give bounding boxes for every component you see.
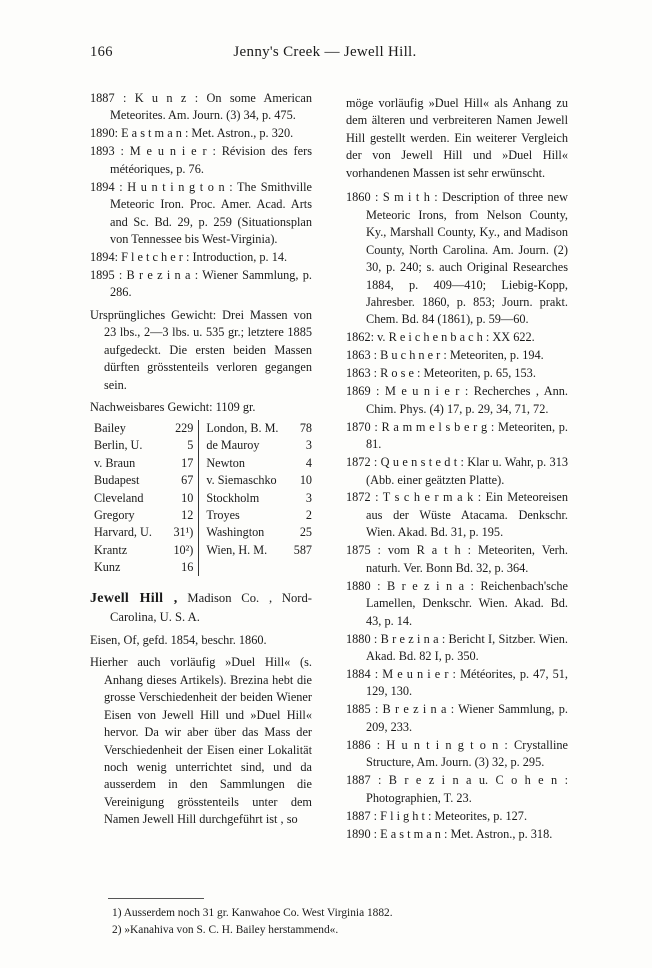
collection-weight: 587 <box>293 542 312 557</box>
table-row <box>90 541 312 558</box>
collection-name: v. Braun <box>94 455 136 470</box>
reference-entry: 1863 : B u c h n e r : Meteoriten, p. 194. <box>346 348 544 363</box>
reference-entry: 1869 : M e u n i e r : Recherches , Ann. Chim. Phys. (4) 17, p. 29, 34, 71, 72. <box>346 384 568 416</box>
collection-weight: 5 <box>187 438 194 453</box>
collection-weight: 25 <box>299 525 312 540</box>
collection-weight: 16 <box>181 560 194 575</box>
reference-entry: 1887 : K u n z : On some American Meteorites. Am. Journ. (3) 34, p. 475. <box>90 91 312 123</box>
page-header <box>90 44 560 66</box>
table-row <box>90 454 312 471</box>
collection-name: Wien, H. M. <box>199 541 284 558</box>
collection-name: Budapest <box>94 473 140 488</box>
collection-weight: 31¹) <box>173 525 194 540</box>
reference-entry: 1894: F l e t c h e r : Introduction, p. 14. <box>90 250 288 265</box>
locality-heading <box>90 589 312 627</box>
collection-name: Bailey <box>94 421 126 436</box>
table-row <box>90 420 312 437</box>
locality-name: Jewell Hill , <box>90 591 178 607</box>
left-column <box>90 90 312 829</box>
table-row <box>90 524 312 541</box>
reference-entry: 1870 : R a m m e l s b e r g : Meteoriten, p. 81. <box>346 419 568 452</box>
collection-name: Stockholm <box>199 489 284 506</box>
collection-weight: 3 <box>305 438 312 453</box>
collection-weight: 4 <box>305 455 312 470</box>
locality-classification: Eisen, Of, gefd. 1854, beschr. 1860. <box>90 632 267 647</box>
footnote-item: 2) »Kanahiva von S. C. H. Bailey herstammend«. <box>112 924 339 937</box>
collection-weight: 78 <box>299 421 312 436</box>
collection-name: Washington <box>199 524 284 541</box>
reference-entry: 1880 : B r e z i n a : Reichenbach'sche Lamellen, Denkschr. Wien. Akad. Bd. 43, p. 14. <box>346 578 568 628</box>
reference-entry: 1890: E a s t m a n : Met. Astron., p. 320. <box>90 126 294 141</box>
text-columns <box>90 90 568 890</box>
original-weight-paragraph: Ursprüngliches Gewicht: Drei Massen von 23 lbs., 2—3 lbs. u. 535 gr.; letztere 1885 aufgedeckt. Die ersten beiden Massen dürften grösstenteils verloren gegangen sein. <box>90 307 312 392</box>
reference-entry: 1863 : R o s e : Meteoriten, p. 65, 153. <box>346 366 536 381</box>
footnote-rule <box>108 898 204 899</box>
reference-entry: 1885 : B r e z i n a : Wiener Sammlung, p. 209, 233. <box>346 702 568 734</box>
reference-entry: 1886 : H u n t i n g t o n : Crystalline Structure, Am. Journ. (3) 32, p. 295. <box>346 737 568 770</box>
collection-weight: 12 <box>181 507 194 522</box>
footnote-item: 1) Ausserdem noch 31 gr. Kanwahoe Co. West Virginia 1882. <box>112 907 393 919</box>
reference-entry: 1872 : Q u e n s t e d t : Klar u. Wahr, p. 313 (Abb. einer geätzten Platte). <box>346 455 568 487</box>
collection-weight: 229 <box>175 421 194 436</box>
collection-name: London, B. M. <box>199 420 284 437</box>
table-row <box>90 507 312 524</box>
collection-name: Troyes <box>199 507 284 524</box>
collection-weight: 2 <box>305 507 312 522</box>
collection-weight: 10 <box>299 473 312 488</box>
reference-entry: 1887 : B r e z i n a u. C o h e n : Photographien, T. 23. <box>346 773 568 805</box>
collection-weight: 10 <box>181 490 194 505</box>
table-row <box>90 559 312 576</box>
right-column <box>346 90 568 844</box>
reference-entry: 1862: v. R e i c h e n b a c h : XX 622. <box>346 330 535 345</box>
collection-name: Cleveland <box>94 490 144 505</box>
weights-table <box>90 420 312 576</box>
reference-entry: 1884 : M e u n i e r : Météorites, p. 47, 51, 129, 130. <box>346 667 568 699</box>
table-row <box>90 437 312 454</box>
collection-name: de Mauroy <box>199 437 284 454</box>
reference-entry: 1872 : T s c h e r m a k : Ein Meteoreisen aus der Wüste Atacama. Denkschr. Wien. Akad. Bd. 31, p. 195. <box>346 490 568 540</box>
collection-name: Harvard, U. <box>94 525 152 540</box>
continuation-paragraph: möge vorläufig »Duel Hill« als Anhang zu dem älteren und verbreiteren Namen Jewell Hill gestellt werden. Ein weiterer Vergleich der von Jewell Hill und »Duel Hill« vorhandenen Massen ist sehr erwünscht. <box>346 96 568 180</box>
collection-name: Berlin, U. <box>94 438 143 453</box>
table-row <box>90 489 312 506</box>
reference-entry: 1890 : E a s t m a n : Met. Astron., p. 318. <box>346 826 553 841</box>
collection-name <box>199 559 284 576</box>
reference-entry: 1880 : B r e z i n a : Bericht I, Sitzber. Wien. Akad. Bd. 82 I, p. 350. <box>346 631 568 664</box>
table-row <box>90 472 312 489</box>
running-title: Jenny's Creek — Jewell Hill. <box>233 44 417 60</box>
collection-name: Gregory <box>94 507 135 522</box>
collection-name: Krantz <box>94 542 128 557</box>
reference-entry: 1875 : vom R a t h : Meteoriten, Verh. naturh. Ver. Bonn Bd. 32, p. 364. <box>346 543 568 575</box>
collection-weight: 3 <box>305 490 312 505</box>
reference-entry: 1894 : H u n t i n g t o n : The Smithville Meteoric Iron. Proc. Amer. Acad. Arts and Sc. Bd. 29, p. 259 (Situationsplan von Tennessee bis West-Virginia). <box>90 179 312 247</box>
collection-weight <box>284 559 312 576</box>
provable-weight-line: Nachweisbares Gewicht: 1109 gr. <box>90 400 256 415</box>
collection-weight: 67 <box>181 473 194 488</box>
locality-region: Madison Co. , Nord-Carolina, U. S. A. <box>110 591 312 624</box>
reference-entry: 1893 : M e u n i e r : Révision des fers météoriques, p. 76. <box>90 144 312 176</box>
collection-name: Newton <box>199 454 284 471</box>
reference-entry: 1895 : B r e z i n a : Wiener Sammlung, p. 286. <box>90 268 312 300</box>
collection-name: v. Siemaschko <box>199 472 284 489</box>
footnotes <box>90 898 568 939</box>
collection-name: Kunz <box>94 560 121 575</box>
collection-weight: 17 <box>181 455 194 470</box>
reference-entry: 1887 : F l i g h t : Meteorites, p. 127. <box>346 808 528 823</box>
reference-entry: 1860 : S m i t h : Description of three new Meteoric Irons, from Nelson County, Ky., Marshall County, Ky., and Madison County, North Carolina. Am. Journ. (2) 30, p. 240; s. auch Original Researches 1884, p. 409—410; Liebig-Kopp, Jahresber. 1860, p. 853; Journ. prakt. Chem. Bd. 84 (1861), p. 59—60. <box>346 190 568 327</box>
collection-weight: 10²) <box>173 542 194 557</box>
page-number: 166 <box>90 44 113 60</box>
locality-body: Hierher auch vorläufig »Duel Hill« (s. Anhang dieses Artikels). Brezina hebt die grosse Verschiedenheit der beiden Wiener Eisen von Jewell Hill und »Duel Hill« hervor. Da wir aber über das Mass der Verschiedenheit der Eisen einer Lokalität noch wenig unterrichtet sind, und da ausserdem in den Sammlungen die Vereinigung grösstenteils unter dem Namen Jewell Hill durchgeführt ist , so <box>90 655 312 827</box>
